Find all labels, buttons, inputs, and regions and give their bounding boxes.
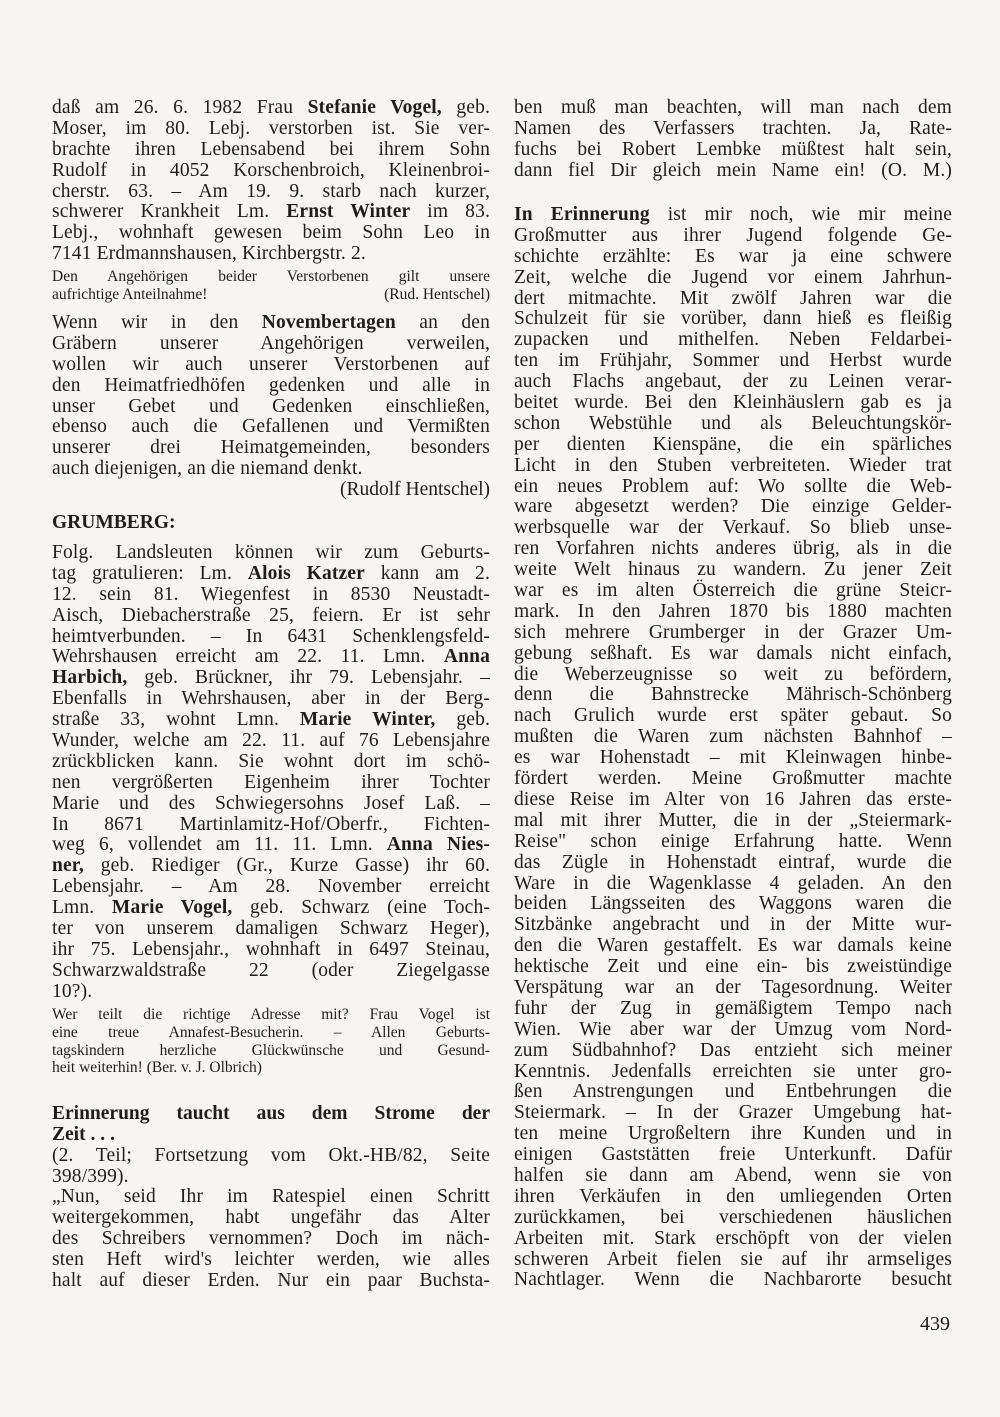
text-line xyxy=(514,1062,952,1083)
text-run: kann am 2. xyxy=(364,562,490,584)
text-run: per dienten Kienspäne, die ein spärliches xyxy=(514,433,952,455)
text-run: Licht in den Stuben verbreiteten. Wieder trat xyxy=(514,454,952,476)
text-line xyxy=(52,627,490,648)
text-run: ren Vorfahren nichts anderes übrig, als in die xyxy=(514,538,952,560)
story-source xyxy=(52,1146,490,1188)
condolence-note xyxy=(52,268,490,304)
text-line xyxy=(514,706,952,727)
text-line xyxy=(514,330,952,351)
text-run: geb. xyxy=(441,97,491,118)
text-line xyxy=(514,477,952,498)
text-line xyxy=(514,435,952,456)
text-run: ihr 75. Lebensjahr., wohnhaft in 6497 Steinau, xyxy=(52,938,490,960)
text-run: mußten die Waren zum nächsten Bahnhof – xyxy=(514,726,952,748)
text-line xyxy=(514,1208,952,1229)
text-run: ter von unserem damaligen Schwarz Heger), xyxy=(52,918,490,940)
text-line xyxy=(52,438,490,459)
text-run: heit weiterhin! (Ber. v. J. Olbrich) xyxy=(52,1059,262,1077)
text-line xyxy=(514,539,952,560)
text-line xyxy=(52,856,490,877)
text-line xyxy=(52,1104,490,1125)
text-line xyxy=(514,581,952,602)
text-run: ware abgesetzt werden? Die einzige Gelder- xyxy=(514,496,952,518)
grumberg-note xyxy=(52,1006,490,1077)
text-line xyxy=(52,313,490,334)
text-line xyxy=(514,98,952,119)
text-run: beiden Längsseiten des Waggons waren die xyxy=(514,893,952,915)
page-number: 439 xyxy=(920,1313,950,1335)
text-line xyxy=(52,689,490,710)
text-line xyxy=(52,835,490,856)
text-run: den Heimatfriedhöfen gedenken und alle in xyxy=(52,374,490,396)
text-run: Kenntnis. Jedenfalls erreichten sie unter gro- xyxy=(514,1060,952,1082)
text-run: Lebensjahr. – Am 28. November erreicht xyxy=(52,876,490,898)
text-line xyxy=(514,727,952,748)
text-line xyxy=(52,1125,490,1146)
text-line xyxy=(514,1187,952,1208)
text-line xyxy=(514,874,952,895)
text-line xyxy=(52,1006,490,1024)
text-run: fuchs bei Robert Lembke müßtest halt sein, xyxy=(514,138,952,160)
text-run: Moser, im 80. Lebj. verstorben ist. Sie ver- xyxy=(52,117,490,139)
text-line xyxy=(52,898,490,919)
text-line xyxy=(52,1167,490,1188)
text-line xyxy=(52,543,490,564)
text-run: ebenso auch die Gefallenen und Vermißten xyxy=(52,416,490,438)
text-line xyxy=(514,665,952,686)
text-line xyxy=(514,957,952,978)
text-run: „Nun, seid Ihr im Ratespiel einen Schritt xyxy=(52,1186,490,1207)
bold-name: Stefanie Vogel, xyxy=(307,97,442,118)
memory-paragraph xyxy=(514,205,952,1291)
text-run: eine treue Annafest-Besucherin. – Allen Geburts- xyxy=(52,1023,490,1041)
text-line xyxy=(52,397,490,418)
text-line xyxy=(52,355,490,376)
text-line xyxy=(514,289,952,310)
text-run: tagskindern herzliche Glückwünsche und Gesund- xyxy=(52,1041,490,1059)
text-line xyxy=(52,98,490,119)
text-run: ihren Verkäufen in den umliegenden Orten xyxy=(514,1185,952,1207)
text-run: geb. Riediger (Gr., Kurze Gasse) ihr 60. xyxy=(83,855,490,877)
text-line xyxy=(52,182,490,203)
text-run: Verspätung war an der Tagesordnung. Weiter xyxy=(514,976,952,998)
text-line xyxy=(514,1229,952,1250)
text-run: hektische Zeit und eine ein- bis zweistündige xyxy=(514,956,952,978)
text-run: Schwarzwaldstraße 22 (oder Ziegelgasse xyxy=(52,959,490,981)
text-run: zurückkamen, bei verschiedenen häuslichen xyxy=(514,1206,952,1228)
text-run: ten meine Urgroßeltern ihre Kunden und in xyxy=(514,1123,952,1145)
text-run: an den xyxy=(395,312,490,333)
text-line xyxy=(514,560,952,581)
text-line xyxy=(52,1271,490,1292)
bold-name: In Erinnerung xyxy=(514,204,650,225)
text-run: fuhr der Zug in gemäßigtem Tempo nach xyxy=(514,997,952,1019)
text-line xyxy=(514,161,952,182)
text-run: 12. sein 81. Wiegenfest in 8530 Neustadt- xyxy=(52,583,490,605)
text-run: den die Waren gestaffelt. Es war damals keine xyxy=(514,935,952,957)
bold-name: Marie Winter, xyxy=(299,709,436,731)
text-run: des Schreibers vernommen? Doch im näch- xyxy=(52,1227,490,1249)
text-run: Ware in die Wagenklasse 4 geladen. An den xyxy=(514,872,952,894)
text-line xyxy=(52,161,490,182)
text-line xyxy=(514,247,952,268)
text-line xyxy=(52,202,490,223)
text-line xyxy=(514,623,952,644)
text-line xyxy=(52,794,490,815)
text-line xyxy=(514,1145,952,1166)
november-paragraph xyxy=(52,313,490,501)
text-run: unser Gebet und Gedenken einschließen, xyxy=(52,395,490,417)
text-line xyxy=(52,459,490,480)
bold-name: ner, xyxy=(52,855,84,877)
text-line xyxy=(514,372,952,393)
text-run: diese Reise im Alter von 16 Jahren das erste- xyxy=(514,788,952,810)
text-run: Den Angehörigen beider Verstorbenen gilt unsere xyxy=(52,268,490,285)
text-run: beitet wurde. Bei den Kleinhäuslern gab es ja xyxy=(514,392,952,414)
text-run: ßen Anstrengungen und Entbehrungen die xyxy=(514,1081,952,1103)
text-run: halfen sie dann am Abend, wenn sie von xyxy=(514,1164,952,1186)
text-line xyxy=(514,894,952,915)
text-run: unserer drei Heimatgemeinden, besonders xyxy=(52,437,490,459)
text-line xyxy=(514,936,952,957)
text-run: Steiermark. – In der Grazer Umgebung hat- xyxy=(514,1102,952,1124)
text-line xyxy=(514,205,952,226)
text-run: Wer teilt die richtige Adresse mit? Frau Vogel ist xyxy=(52,1006,490,1023)
text-line xyxy=(514,497,952,518)
text-run: GRUMBERG: xyxy=(52,512,176,533)
text-line xyxy=(52,417,490,438)
text-line xyxy=(52,334,490,355)
text-line xyxy=(514,1124,952,1145)
text-run: Zeit, welche die Jugend vor einem Jahrhun- xyxy=(514,266,952,288)
bold-name: Harbich, xyxy=(52,667,128,689)
text-run: 10?). xyxy=(52,980,93,1002)
text-line xyxy=(52,244,490,265)
text-run: Schulzeit für sie vorüber, dann hieß es fleißig xyxy=(514,308,952,330)
story-heading xyxy=(52,1104,490,1146)
text-run: Wunder, welche am 22. 11. auf 76 Lebensjahre xyxy=(52,730,490,752)
text-line xyxy=(52,1146,490,1167)
text-line xyxy=(514,1020,952,1041)
text-line xyxy=(52,1187,490,1208)
text-run: gebung seßhaft. Es war damals nicht einfach, xyxy=(514,642,952,664)
text-run: mal mit ihrer Mutter, die in der „Steiermark- xyxy=(514,809,952,831)
text-line xyxy=(52,119,490,140)
author-signature: (Rudolf Hentschel) xyxy=(339,479,490,501)
text-line xyxy=(514,769,952,790)
text-line xyxy=(52,1250,490,1271)
text-line xyxy=(52,1208,490,1229)
text-run: werbsquelle war der Verkauf. So blieb unse- xyxy=(514,517,952,539)
text-run: zum Südbahnhof? Das entzieht sich meiner xyxy=(514,1039,952,1061)
text-run: Wenn wir in den xyxy=(52,312,262,333)
text-run: halt auf dieser Erden. Nur ein paar Buchsta- xyxy=(52,1269,490,1291)
text-run: auch diejenigen, an die niemand denkt. xyxy=(52,458,363,480)
text-run: schichte erzählte: Es war ja eine schwere xyxy=(514,245,952,267)
text-line xyxy=(52,773,490,794)
text-line xyxy=(514,832,952,853)
text-line xyxy=(52,140,490,161)
text-run: daß am 26. 6. 1982 Frau xyxy=(52,97,308,118)
text-line xyxy=(52,815,490,836)
text-run: ist mir noch, wie mir meine xyxy=(649,204,952,225)
text-run: (2. Teil; Fortsetzung vom Okt.-HB/82, Seite xyxy=(52,1145,490,1166)
text-run: zupacken und mithelfen. Neben Feldarbei- xyxy=(514,329,952,351)
text-run: nen vergrößerten Eigenheim ihrer Tochter xyxy=(52,771,490,793)
text-run: Folg. Landsleuten können wir zum Geburts- xyxy=(52,542,490,563)
text-run: zrückblicken kann. Sie wohnt dort im schö- xyxy=(52,750,490,772)
text-line xyxy=(52,223,490,244)
text-line xyxy=(514,268,952,289)
text-run: Wehrshausen erreicht am 22. 11. Lmn. xyxy=(52,646,444,668)
text-run: schwerer Krankheit Lm. xyxy=(52,201,287,223)
text-run: cherstr. 63. – Am 19. 9. starb nach kurzer, xyxy=(52,180,490,202)
text-line xyxy=(514,414,952,435)
text-run: geb. Schwarz (eine Toch- xyxy=(232,897,490,919)
text-line xyxy=(52,513,490,534)
text-run: weitergekommen, habt ungefähr das Alter xyxy=(52,1206,490,1228)
text-run: 398/399). xyxy=(52,1165,129,1187)
text-line xyxy=(514,1041,952,1062)
text-run: einigen Gaststätten freie Unterkunft. Dafür xyxy=(514,1144,952,1166)
text-run: Marie und des Schwiegersohns Josef Laß. – xyxy=(52,792,490,814)
text-line xyxy=(514,456,952,477)
text-line xyxy=(52,668,490,689)
text-line xyxy=(52,606,490,627)
bold-name: Ernst Winter xyxy=(286,201,411,223)
text-run: Lebj., wohnhaft gewesen beim Sohn Leo in xyxy=(52,222,490,244)
text-line xyxy=(514,226,952,247)
text-line xyxy=(514,1250,952,1271)
text-line xyxy=(514,140,952,161)
text-run: ten im Frühjahr, Sommer und Herbst wurde xyxy=(514,350,952,372)
text-line xyxy=(514,309,952,330)
text-line xyxy=(514,1103,952,1124)
text-line xyxy=(514,351,952,372)
text-line xyxy=(514,644,952,665)
text-run: Namen des Verfassers trachten. Ja, Rate- xyxy=(514,117,952,139)
text-run: In 8671 Martinlamitz-Hof/Oberfr., Fichten- xyxy=(52,813,490,835)
text-run: Gräbern unserer Angehörigen verweilen, xyxy=(52,332,490,354)
text-line xyxy=(52,982,490,1003)
text-line xyxy=(514,393,952,414)
text-line xyxy=(514,999,952,1020)
text-line xyxy=(52,564,490,585)
text-run: 7141 Erdmannshausen, Kirchbergstr. 2. xyxy=(52,243,366,265)
bold-name: Anna xyxy=(443,646,490,668)
bold-name: Alois Katzer xyxy=(247,562,365,584)
text-run: war es im alten Österreich die grüne Steicr- xyxy=(514,580,952,602)
bold-name: Novembertagen xyxy=(261,312,396,333)
text-run: Wien. Wie aber war der Umzug vom Nord- xyxy=(514,1018,952,1040)
text-line xyxy=(514,811,952,832)
text-run: die Weberzeugnisse so weit zu befördern, xyxy=(514,663,952,685)
text-run: schon Webstühle und als Beleuchtungskör- xyxy=(514,412,952,434)
text-run: nach Grulich wurde erst später gebaut. So xyxy=(514,705,952,727)
text-run: mark. In den Jahren 1870 bis 1880 machten xyxy=(514,600,952,622)
text-run: schweren Arbeit fielen sie auf ihr armseliges xyxy=(514,1248,952,1270)
text-line xyxy=(52,1042,490,1060)
bold-name: Anna Nies- xyxy=(386,834,490,856)
text-line xyxy=(52,919,490,940)
text-run: aufrichtige Anteilnahme! xyxy=(52,285,208,303)
text-line xyxy=(514,1082,952,1103)
text-line xyxy=(52,961,490,982)
text-line xyxy=(514,915,952,936)
text-run: Erinnerung taucht aus dem Strome der xyxy=(52,1103,490,1124)
text-line xyxy=(514,790,952,811)
text-line xyxy=(52,877,490,898)
text-run: ben muß man beachten, will man nach dem xyxy=(514,97,952,118)
text-run: weite Welt hinaus zu wandern. Zu jener Zeit xyxy=(514,559,952,581)
text-run: heimtverbunden. – In 6431 Schenklengsfeld- xyxy=(52,625,490,647)
text-run: Arbeiten mit. Stark erschöpft von der vielen xyxy=(514,1227,952,1249)
text-line xyxy=(52,268,490,286)
text-run: fördert werden. Meine Großmutter machte xyxy=(514,768,952,790)
text-run: Nachtlager. Wenn die Nachbarorte besucht xyxy=(514,1269,952,1291)
text-line xyxy=(52,1059,490,1077)
text-run: Ebenfalls in Wehrshausen, aber in der Berg- xyxy=(52,688,490,710)
text-line xyxy=(514,978,952,999)
text-line xyxy=(52,731,490,752)
text-run: Reise" schon einige Erfahrung hatte. Wenn xyxy=(514,830,952,852)
text-run: ein neues Problem auf: Wo sollte die Web- xyxy=(514,475,952,497)
text-run: sten Heft wird's leichter werden, wie alles xyxy=(52,1248,490,1270)
text-line xyxy=(514,685,952,706)
text-run: straße 33, wohnt Lmn. xyxy=(52,709,300,731)
text-run: geb. xyxy=(435,709,491,731)
text-run: denn die Bahnstrecke Mährisch-Schönberg xyxy=(514,684,952,706)
text-line xyxy=(514,748,952,769)
grumberg-heading xyxy=(52,513,490,534)
text-run: tag gratulieren: Lm. xyxy=(52,562,248,584)
text-run: sich mehrere Grumberger in der Grazer Um- xyxy=(514,621,952,643)
text-run: Lmn. xyxy=(52,897,112,919)
text-line xyxy=(52,1024,490,1042)
obituary-paragraph xyxy=(52,98,490,265)
text-line xyxy=(514,602,952,623)
text-run: Großmutter aus ihrer Jugend folgende Ge- xyxy=(514,224,952,246)
grumberg-birthdays-paragraph xyxy=(52,543,490,1003)
author-signature: (Rud. Hentschel) xyxy=(384,285,490,303)
text-line xyxy=(514,518,952,539)
text-line xyxy=(52,376,490,397)
text-line xyxy=(52,940,490,961)
text-run: brachte ihren Lebensabend bei ihrem Sohn xyxy=(52,138,490,160)
text-line xyxy=(52,647,490,668)
text-run: weg 6, vollendet am 11. 11. Lmn. xyxy=(52,834,387,856)
text-run: dann fiel Dir gleich mein Name ein! (O. M.) xyxy=(514,159,952,181)
text-run: Zeit . . . xyxy=(52,1123,115,1145)
text-line xyxy=(514,1270,952,1291)
text-run: geb. Brückner, ihr 79. Lebensjahr. – xyxy=(127,667,490,689)
text-run: auch Flachs angebaut, der zu Leinen verar- xyxy=(514,371,952,393)
text-run: es war Hohenstadt – mit Kleinwagen hinbe- xyxy=(514,747,952,769)
text-line xyxy=(514,1166,952,1187)
bold-name: Marie Vogel, xyxy=(111,897,233,919)
text-run: im 83. xyxy=(410,201,490,223)
text-run: Rudolf in 4052 Korschenbroich, Kleinenbroi- xyxy=(52,159,490,181)
text-line xyxy=(52,585,490,606)
text-run: Aisch, Diebacherstraße 25, feiern. Er ist sehr xyxy=(52,604,490,626)
text-run: dert mitmachte. Mit zwölf Jahren war die xyxy=(514,287,952,309)
text-run: Sitzbänke angebracht und in der Mitte wur- xyxy=(514,914,952,936)
story-intro-paragraph xyxy=(52,1187,490,1291)
text-line xyxy=(514,853,952,874)
text-line xyxy=(52,752,490,773)
text-line xyxy=(52,710,490,731)
riddle-paragraph xyxy=(514,98,952,182)
text-line xyxy=(52,1229,490,1250)
text-line xyxy=(514,119,952,140)
text-run: wollen wir auch unserer Verstorbenen auf xyxy=(52,353,490,375)
text-line xyxy=(52,286,490,304)
text-run: das Zügle in Hohenstadt eintraf, wurde die xyxy=(514,851,952,873)
